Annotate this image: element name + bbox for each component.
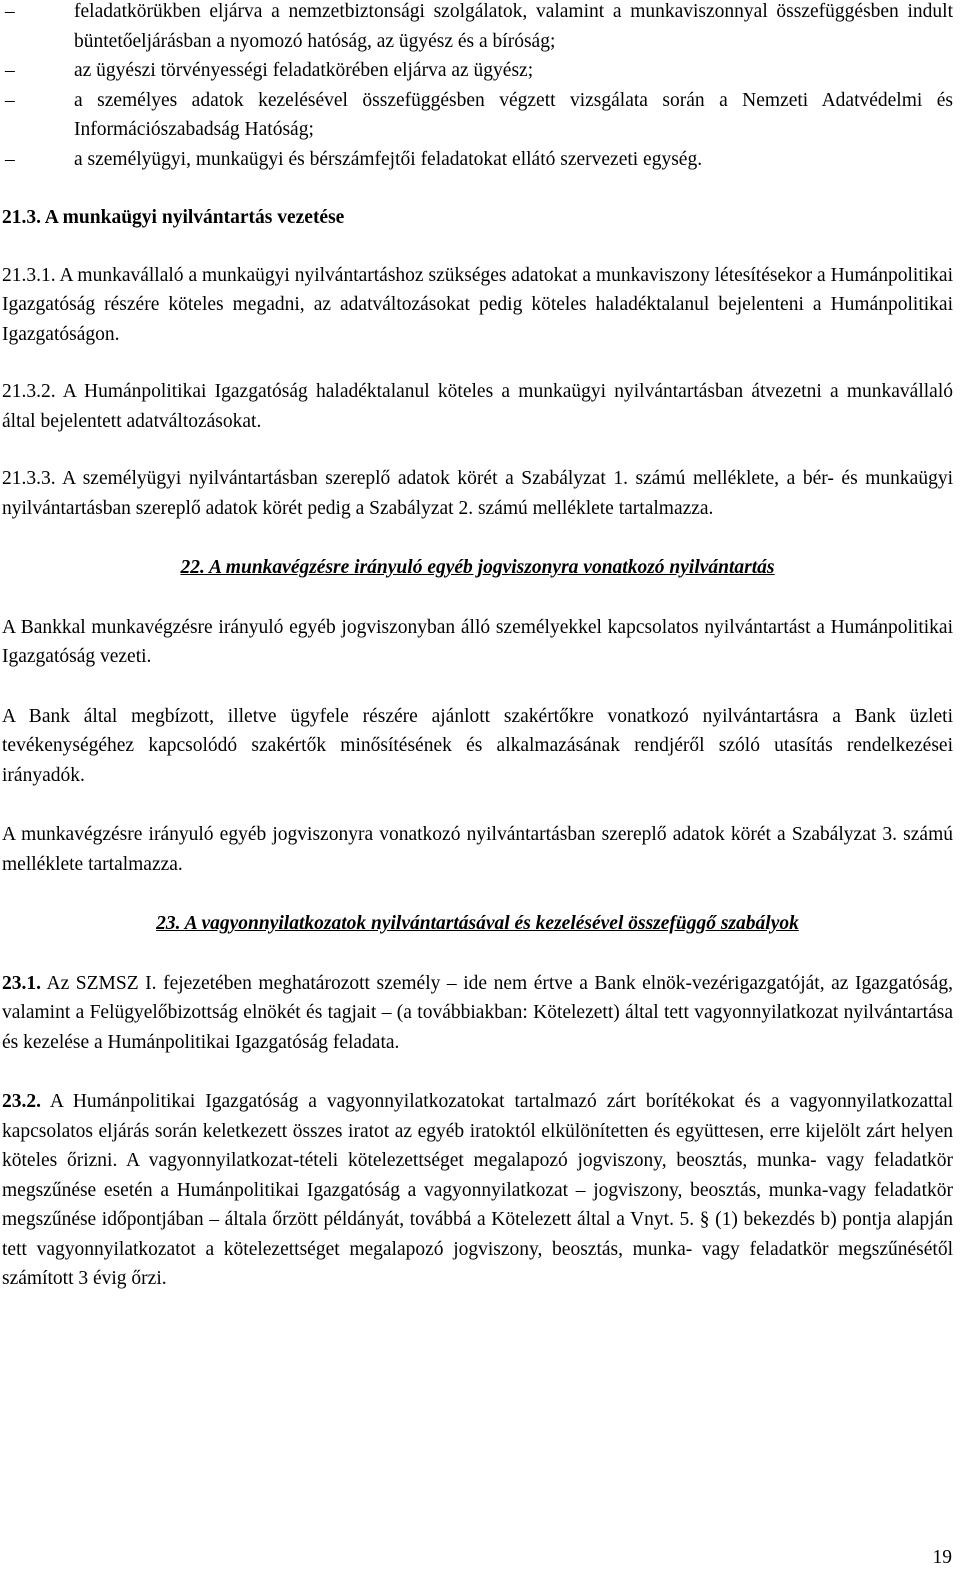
dash-marker: – [5,1,15,22]
paragraph-text: Az SZMSZ I. fejezetében meghatározott személy – ide nem értve a Bank elnök-vezérigazgatóját, az Igazgatóság, valamint a Felügyelőbizottság elnökét és tagjait – (a továbbiakban: Kötelezett) által tett vagyonnyilatkozat nyilvántartása és kezelése a Humánpolitikai Igazgatóság feladata. [2,972,953,1053]
paragraph-23-2 [2,1087,953,1294]
paragraph-21-3-3: 21.3.3. A személyügyi nyilvántartásban szereplő adatok körét a Szabályzat 1. számú melléklete, a bér- és munkaügyi nyilvántartásban szereplő adatok körét pedig a Szabályzat 2. számú melléklete tartalmazza. [2,468,953,519]
recipient-list [2,0,953,174]
list-item [2,145,953,175]
section-heading-22 [2,553,953,583]
paragraph-number: 23.2. [2,1091,41,1112]
list-item-text: a személyes adatok kezelésével összefüggésben végzett vizsgálata során a Nemzeti Adatvédelmi és Információszabadság Hatóság; [74,89,953,140]
list-item-text: feladatkörükben eljárva a nemzetbiztonsági szolgálatok, valamint a munkaviszonnyal összefüggésben indult büntetőeljárásban a nyomozó hatóság, az ügyész és a bíróság; [74,1,953,52]
dash-marker: – [5,148,15,170]
list-item [2,56,953,86]
paragraph-21-3-1: 21.3.1. A munkavállaló a munkaügyi nyilvántartáshoz szükséges adatokat a munkaviszony létesítésekor a Humánpolitikai Igazgatóság részére köteles megadni, az adatváltozásokat pedig köteles haladéktalanul bejelenteni a Humánpolitikai Igazgatóságon. [2,264,953,345]
subsection-heading-21-3: 21.3. A munkaügyi nyilvántartás vezetése [2,207,345,228]
paragraph-23-1 [2,969,953,1058]
paragraph-21-3-2: 21.3.2. A Humánpolitikai Igazgatóság haladéktalanul köteles a munkaügyi nyilvántartásban átvezetni a munkavállaló által bejelentett adatváltozásokat. [2,381,953,432]
page-content [2,0,953,1294]
list-item-text: a személyügyi, munkaügyi és bérszámfejtői feladatokat ellátó szervezeti egység. [74,148,703,170]
list-item [2,0,953,56]
section-number: 23. [156,913,181,934]
section-heading-23 [2,909,953,939]
list-item-text: az ügyészi törvényességi feladatkörében eljárva az ügyész; [74,60,534,81]
section-title: A vagyonnyilatkozatok nyilvántartásával és kezelésével összefüggő szabályok [184,913,799,934]
paragraph-22-3: A munkavégzésre irányuló egyéb jogviszonyra vonatkozó nyilvántartásban szereplő adatok körét a Szabályzat 3. számú melléklete tartalmazza. [2,824,953,875]
dash-marker: – [5,60,15,81]
page-number: 19 [932,1547,952,1568]
dash-marker: – [5,89,15,111]
section-title: A munkavégzésre irányuló egyéb jogviszonyra vonatkozó nyilvántartás [209,557,775,578]
paragraph-text: A Humánpolitikai Igazgatóság a vagyonnyilatkozatokat tartalmazó zárt borítékokat és a vagyonnyilatkozattal kapcsolatos eljárás során keletkezett összes iratot az egyéb iratoktól elkülönítetten és együttesen, erre kijelölt zárt helyen köteles őrizni. A vagyonnyilatkozat-tételi kötelezettséget megalapozó jogviszony, beosztás, munka- vagy feladatkör megszűnése esetén a Humánpolitikai Igazgatóság a vagyonnyilatkozat – jogviszony, beosztás, munka-vagy feladatkör megszűnése időpontjában – általa őrzött példányát, továbbá a Kötelezett által a Vnyt. 5. § (1) bekezdés b) pontja alapján tett vagyonnyilatkozatot a kötelezettséget megalapozó jogviszony, beosztás, munka- vagy feladatkör megszűnésétől számított 3 évig őrzi. [2,1091,953,1289]
paragraph-number: 23.1. [2,972,41,994]
paragraph-22-1: A Bankkal munkavégzésre irányuló egyéb jogviszonyban álló személyekkel kapcsolatos nyilvántartást a Humánpolitikai Igazgatóság vezeti. [2,616,953,667]
list-item [2,86,953,145]
section-number: 22. [180,557,205,578]
paragraph-22-2: A Bank által megbízott, illetve ügyfele részére ajánlott szakértőkre vonatkozó nyilvántartásra a Bank üzleti tevékenységéhez kapcsolódó szakértők minősítésének és alkalmazásának rendjéről szóló utasítás rendelkezései irányadók. [2,705,953,786]
